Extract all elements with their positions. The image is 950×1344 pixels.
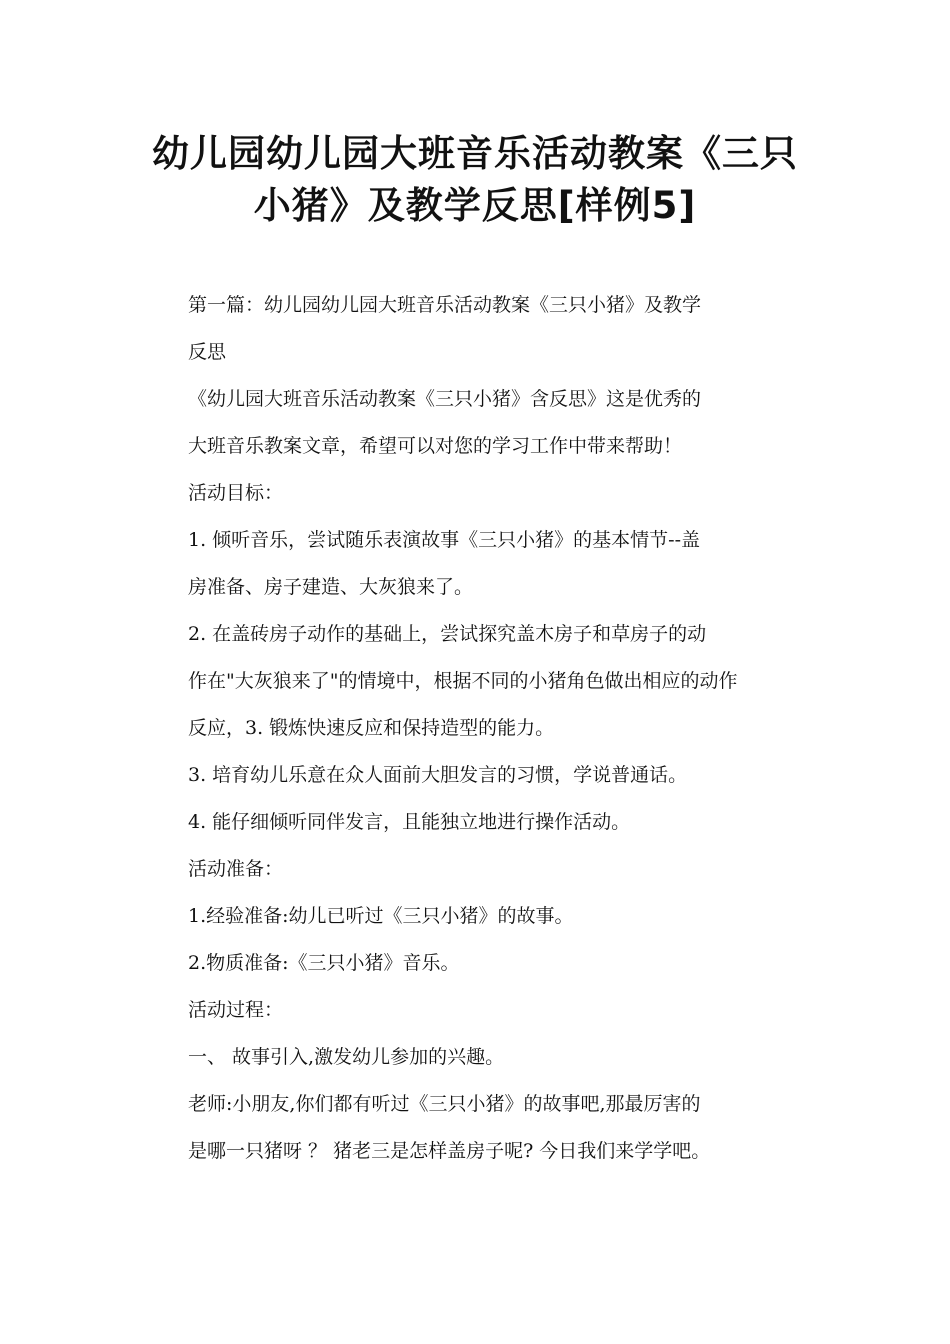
title-line: 小猪》及教学反思[样例5] <box>253 184 697 227</box>
text-line: 反思 <box>188 341 227 363</box>
goal-item-2 <box>146 611 810 752</box>
teacher-dialogue <box>146 1081 810 1175</box>
text-line: 1.经验准备:幼儿已听过《三只小猪》的故事。 <box>188 905 574 927</box>
text-line: 1. 倾听音乐，尝试随乐表演故事《三只小猪》的基本情节--盖 <box>188 529 701 551</box>
process-step-1 <box>146 1034 810 1081</box>
text-line: 3. 培育幼儿乐意在众人面前大胆发言的习惯，学说普通话。 <box>188 764 688 786</box>
document-title <box>120 128 830 232</box>
text-line: 老师:小朋友,你们都有听过《三只小猪》的故事吧,那最厉害的 <box>188 1093 701 1115</box>
text-line: 房准备、房子建造、大灰狼来了。 <box>188 576 474 598</box>
text-line: 第一篇：幼儿园幼儿园大班音乐活动教案《三只小猪》及教学 <box>188 294 702 316</box>
document-body <box>146 282 810 1175</box>
text-line: 《幼儿园大班音乐活动教案《三只小猪》含反思》这是优秀的 <box>188 388 702 410</box>
heading-activity-goals <box>146 470 810 517</box>
text-line: 活动准备： <box>188 858 284 880</box>
heading-activity-preparation <box>146 846 810 893</box>
preparation-item-1 <box>146 893 810 940</box>
text-line: 活动目标： <box>188 482 284 504</box>
text-line: 4. 能仔细倾听同伴发言，且能独立地进行操作活动。 <box>188 811 631 833</box>
text-line: 反应，3. 锻炼快速反应和保持造型的能力。 <box>188 717 555 739</box>
text-line: 2. 在盖砖房子动作的基础上，尝试探究盖木房子和草房子的动 <box>188 623 707 645</box>
title-line: 幼儿园幼儿园大班音乐活动教案《三只 <box>152 132 798 175</box>
text-line: 是哪一只猪呀 ？ 猪老三是怎样盖房子呢? 今日我们来学学吧。 <box>188 1140 711 1162</box>
text-line: 2.物质准备:《三只小猪》音乐。 <box>188 952 460 974</box>
text-line: 大班音乐教案文章，希望可以对您的学习工作中带来帮助！ <box>188 435 683 457</box>
goal-item-4 <box>146 799 810 846</box>
text-line: 活动过程： <box>188 999 284 1021</box>
goal-item-3 <box>146 752 810 799</box>
goal-item-1 <box>146 517 810 611</box>
paragraph-section-heading <box>146 282 810 376</box>
paragraph-intro <box>146 376 810 470</box>
heading-activity-process <box>146 987 810 1034</box>
text-line: 一、 故事引入,激发幼儿参加的兴趣。 <box>188 1046 505 1068</box>
text-line: 作在"大灰狼来了"的情境中，根据不同的小猪角色做出相应的动作 <box>188 670 738 692</box>
preparation-item-2 <box>146 940 810 987</box>
